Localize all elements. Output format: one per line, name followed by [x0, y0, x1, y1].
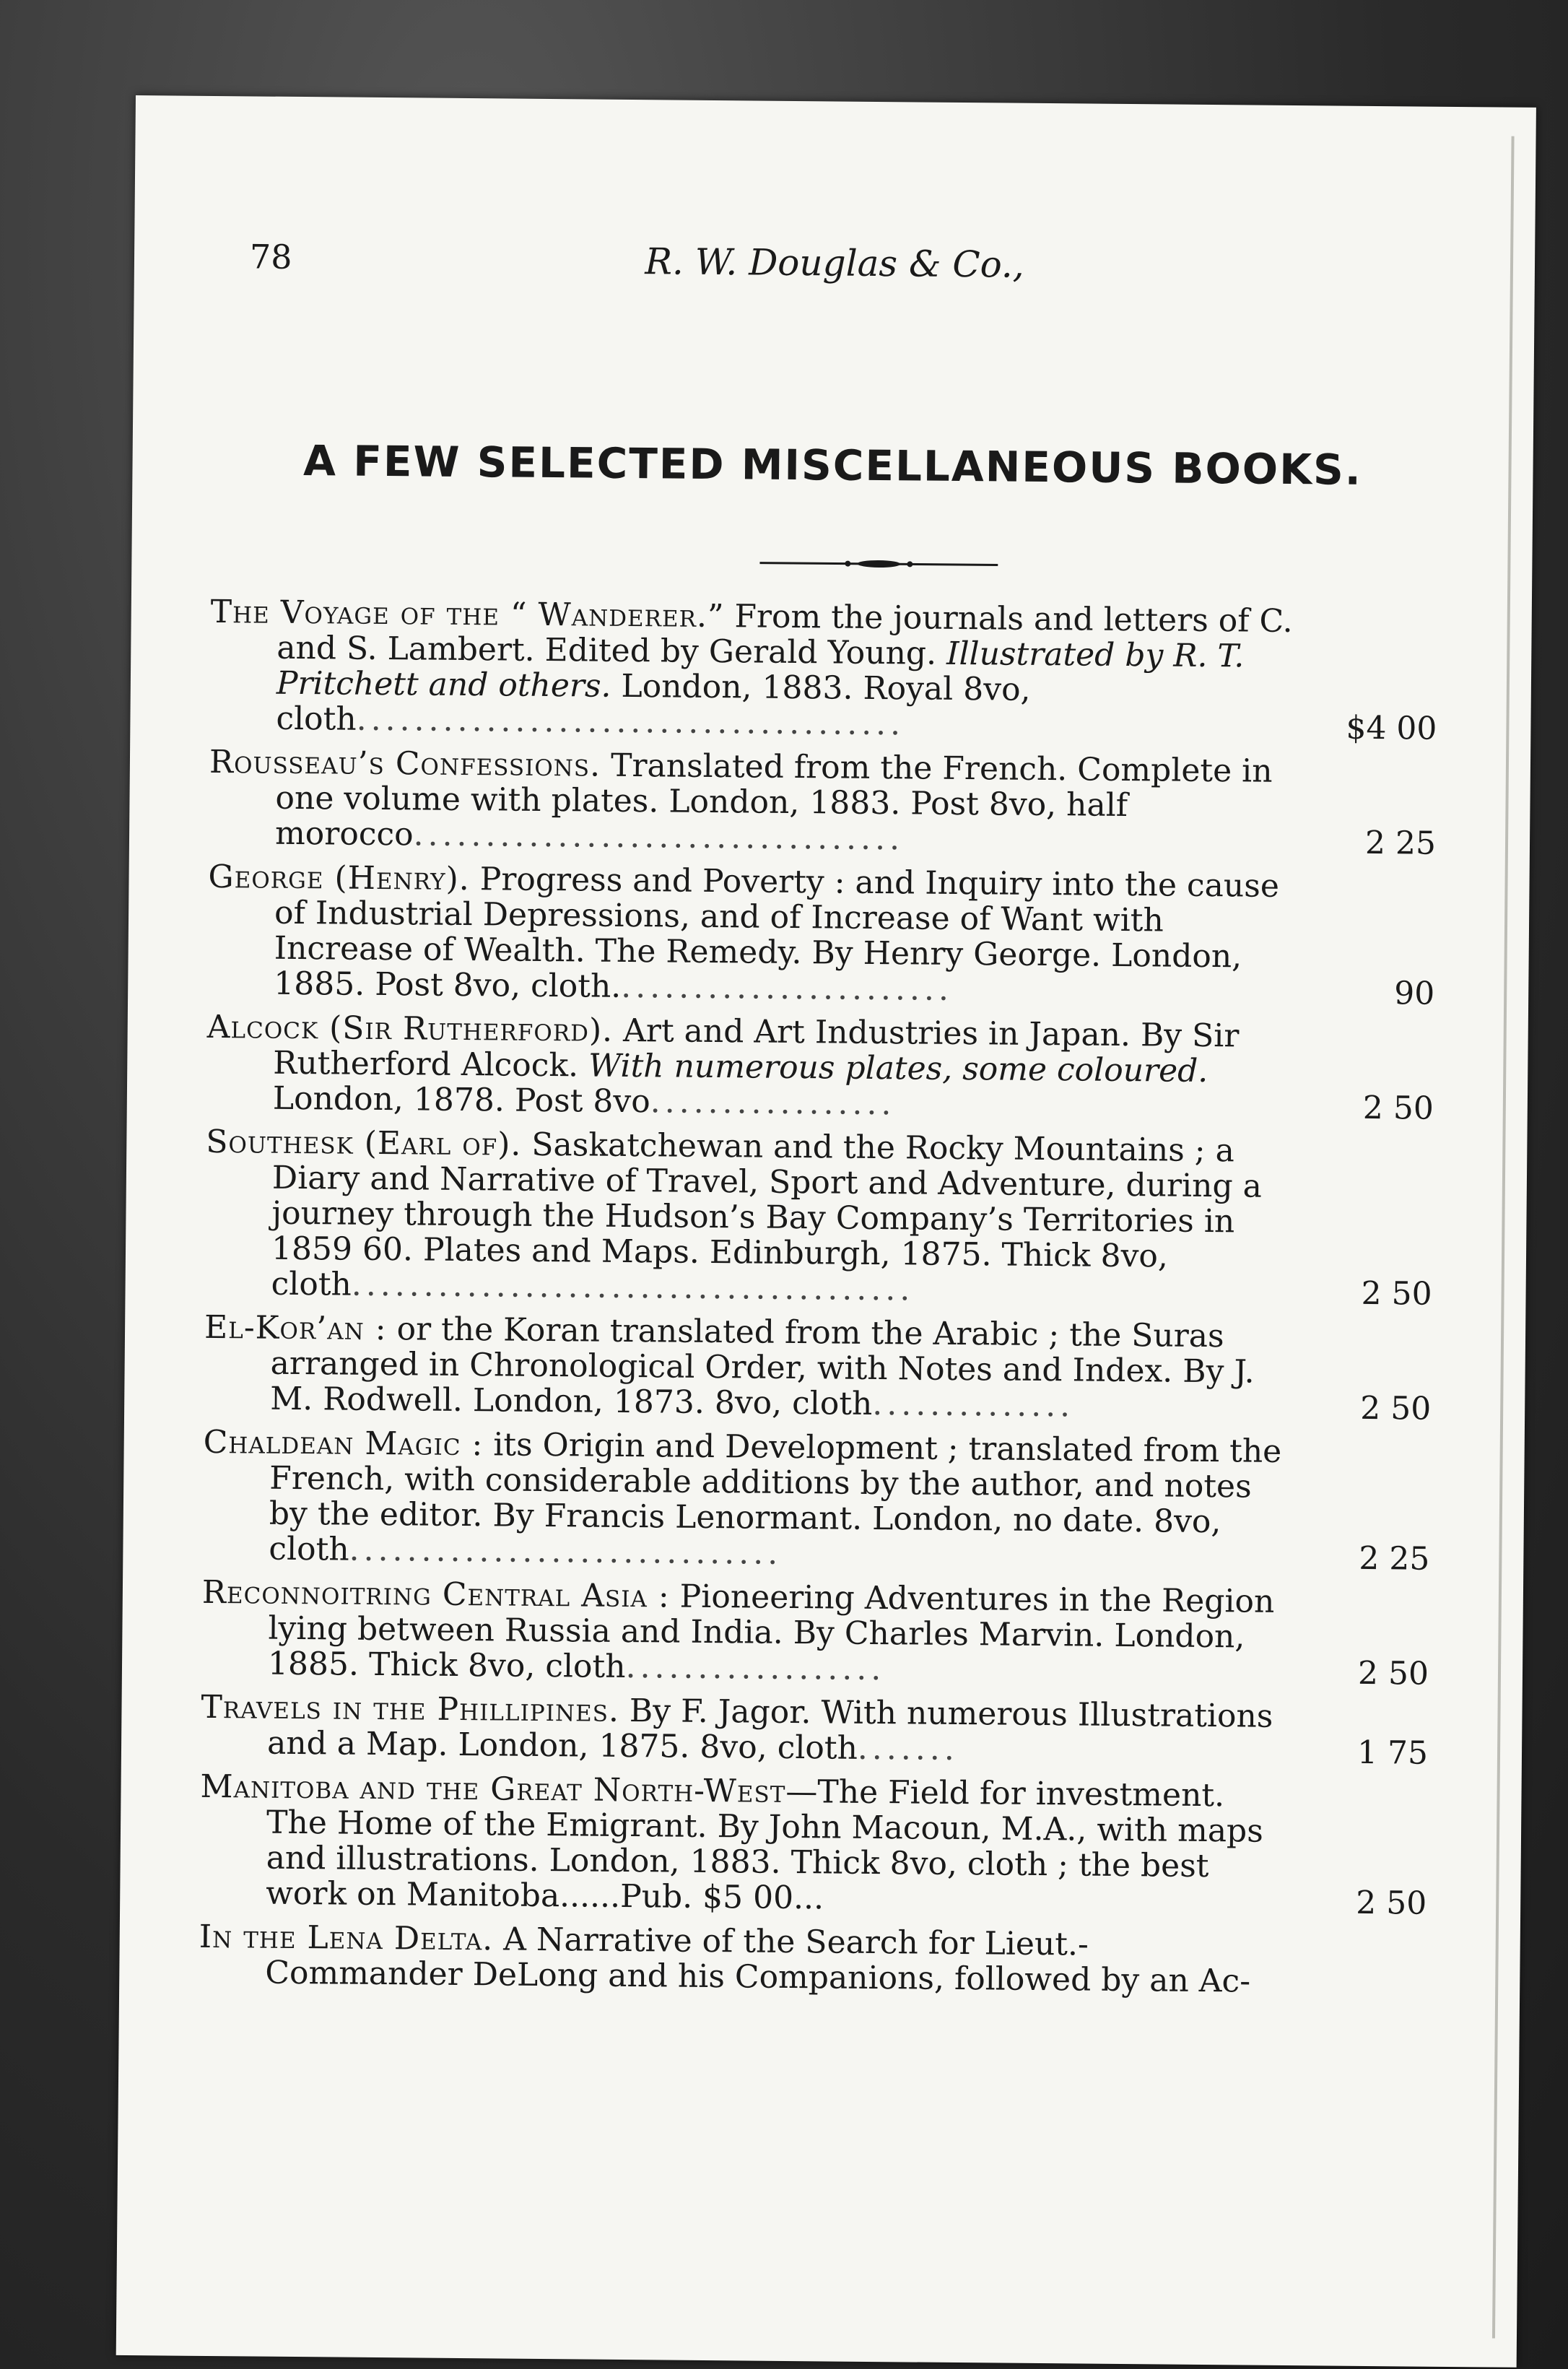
book-title: Alcock (Sir Rutherford). — [206, 1008, 614, 1049]
book-entry — [204, 1124, 1433, 1312]
book-description: —The Field for investment. The Home of the Emigrant. By John Macoun, M.A., with maps and illustrations. London, 1883. Thick 8vo, cloth ; the best work on Manitoba......Pub. $5 00... — [266, 1773, 1264, 1917]
book-entry — [207, 859, 1436, 1012]
book-price: 2 25 — [1359, 1539, 1430, 1578]
book-description: or the Koran translated from the Arabic ; the Suras arranged in Chronological Order, with Notes and Index. By J. M. Rodwell. London, 1873. 8vo, cloth — [270, 1310, 1255, 1422]
book-description: Pioneering Adventures in the Region lying between Russia and India. By Charles Marvin. London, 1885. Thick 8vo, cloth — [267, 1578, 1275, 1686]
book-title: Manitoba and the Great North-West — [200, 1768, 786, 1810]
book-publication: London, 1878. Post 8vo — [272, 1079, 650, 1121]
running-head: R. W. Douglas & Co., — [645, 240, 1024, 286]
book-entry — [202, 1425, 1431, 1577]
dot-leaders: .............. — [872, 1385, 1075, 1425]
book-title: Travels in the Phillipines. — [201, 1688, 620, 1729]
page-number: 78 — [249, 237, 292, 277]
book-illustrator-note: With numerous plates, some coloured. — [588, 1047, 1208, 1090]
dot-leaders: .................................. — [413, 816, 905, 858]
book-entry — [199, 1769, 1428, 1921]
book-description: its Origin and Development ; translated from the French, with considerable additions by the author, and notes by the editor. By Francis Lenormant. London, no date. 8vo, cloth — [269, 1426, 1282, 1568]
book-title: Southesk (Earl of). — [206, 1123, 522, 1163]
book-price: 1 75 — [1356, 1734, 1429, 1772]
book-title: In the Lena Delta. — [199, 1918, 494, 1958]
book-title: Reconnoitring Central Asia : — [201, 1573, 670, 1615]
book-illustrator-note: Illustrated by R. T. Pritchett and others. — [276, 635, 1245, 705]
dot-leaders: ................. — [650, 1083, 896, 1123]
book-entry — [206, 1009, 1434, 1126]
book-entry — [201, 1575, 1429, 1692]
book-price: $4 00 — [1346, 709, 1437, 747]
dot-leaders: ....... — [857, 1729, 959, 1768]
book-description: From the journals and letters of C. and S. Lambert. Edited by Gerald Young. — [276, 598, 1293, 672]
dot-leaders: ....................................... — [351, 1266, 915, 1308]
book-price: 2 25 — [1364, 824, 1437, 862]
book-title: Chaldean Magic : — [203, 1423, 484, 1464]
book-description: Progress and Poverty : and Inquiry into the cause of Industrial Depressions, and of Increase of Want with Increase of Wealth. The Remedy. By Henry George. London, 1885. Post 8vo, cloth. — [274, 861, 1280, 1005]
section-title: A FEW SELECTED MISCELLANEOUS BOOKS. — [302, 436, 1363, 495]
book-price: 2 50 — [1357, 1654, 1429, 1692]
dot-leaders: ...................................... — [356, 700, 905, 743]
book-entry — [209, 744, 1437, 861]
book-description: Saskatchewan and the Rocky Mountains ; a Diary and Narrative of Travel, Sport and Adventure, during a journey through the Hudson’s Bay Company’s Territories in 1859 60. Plates and Maps. Edinburgh, 1875. Thick 8vo, cloth — [271, 1126, 1263, 1303]
book-entry — [209, 594, 1438, 747]
divider-ornament — [759, 556, 998, 573]
book-entry — [199, 1919, 1427, 2001]
book-price: 2 50 — [1360, 1389, 1432, 1427]
book-description: Art and Art Industries in Japan. By Sir Rutherford Alcock. — [273, 1012, 1240, 1084]
book-price: 2 50 — [1356, 1884, 1427, 1922]
dot-leaders: .............................. — [349, 1531, 783, 1572]
book-price: 2 50 — [1362, 1089, 1434, 1127]
book-list — [199, 594, 1438, 2009]
book-title: The Voyage of the “ Wanderer.” — [210, 593, 725, 635]
book-title: Rousseau’s Confessions. — [209, 743, 601, 784]
book-description: Translated from the French. Complete in one volume with plates. London, 1883. Post 8vo, half morocco — [274, 747, 1273, 853]
book-page — [116, 95, 1536, 2368]
book-description: By F. Jagor. With numerous Illustrations and a Map. London, 1875. 8vo, cloth — [266, 1692, 1273, 1767]
book-description: A Narrative of the Search for Lieut.-Commander DeLong and his Companions, followed by an Ac- — [265, 1921, 1251, 2000]
dot-leaders: .................. — [625, 1648, 886, 1688]
book-entry — [201, 1690, 1429, 1771]
book-title: George (Henry). — [208, 858, 470, 898]
book-publication: London, 1883. Royal 8vo, cloth — [276, 667, 1031, 738]
book-title: El-Kor’an : — [204, 1308, 387, 1348]
book-entry — [204, 1310, 1432, 1427]
dot-leaders: ....................... — [621, 968, 954, 1008]
book-price: 2 50 — [1361, 1274, 1432, 1313]
book-price: 90 — [1393, 975, 1435, 1012]
